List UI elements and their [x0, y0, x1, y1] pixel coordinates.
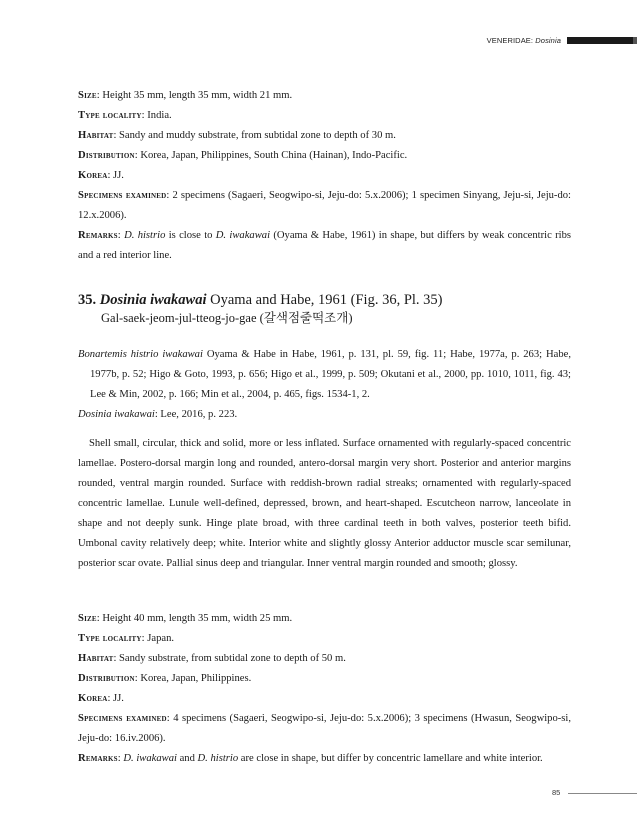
remarks-species-2: D. histrio: [197, 753, 239, 764]
size-value: : Height 35 mm, length 35 mm, width 21 mm.: [96, 90, 293, 101]
species-facts: [78, 609, 571, 769]
synonym-citation: Oyama & Habe in Habe, 1961, p. 131, pl. 59, fig. 11; Habe, 1977a, p. 263; Habe, 1977b, p. 52; Higo & Goto, 1993, p. 656; Higo et al., 1999, p. 509; Okutani et al., 2000, pp. 1010, 1011, fig. 43; Lee & Min, 2002, p. 166; Min et al., 2004, p. 465, figs. 1534-1, 2.: [90, 349, 571, 400]
distribution-label: Distribution: [78, 673, 135, 684]
specimens-value: : 4 specimens (Sagaeri, Seogwipo-si, Jeju-do: 5.x.2006); 3 specimens (Hwasun, Seogwipo-si, Jeju-do: 16.iv.2006).: [78, 713, 571, 744]
distribution-value: : Korea, Japan, Philippines, South China (Hainan), Indo-Pacific.: [134, 150, 408, 161]
size-line: [78, 86, 571, 106]
korea-value: : JJ.: [107, 170, 124, 181]
species-number: 35.: [78, 292, 97, 308]
korea-line: [78, 166, 571, 186]
remarks-label: Remarks: [78, 753, 118, 764]
page-number: 85: [552, 788, 561, 797]
type-locality-label: Type locality: [78, 110, 142, 121]
type-locality-value: : India.: [141, 110, 172, 121]
footer-rule: [568, 793, 637, 794]
distribution-label: Distribution: [78, 150, 135, 161]
size-label: Size: [78, 90, 97, 101]
korean-romanized: Gal-saek-jeom-jul-tteog-jo-gae: [101, 311, 257, 325]
running-head: [487, 34, 637, 46]
distribution-line: [78, 146, 571, 166]
korea-label: Korea: [78, 693, 108, 704]
remarks-tail: (Oyama & Habe, 1961) in shape, but differs by weak concentric ribs and a red interior line.: [78, 230, 572, 261]
remarks-species-1: D. histrio: [124, 230, 166, 241]
size-value: : Height 40 mm, length 35 mm, width 25 mm.: [96, 613, 293, 624]
habitat-line: [78, 126, 571, 146]
species-korean-name: [78, 309, 571, 327]
remarks-species-1: D. iwakawai: [123, 753, 177, 764]
type-locality-line: [78, 106, 571, 126]
habitat-value: : Sandy substrate, from subtidal zone to depth of 50 m.: [113, 653, 346, 664]
species-authority: Oyama and Habe, 1961 (Fig. 36, Pl. 35): [206, 292, 443, 308]
remarks-separator: :: [117, 753, 124, 764]
type-locality-label: Type locality: [78, 633, 142, 644]
korean-hangul: (갈색점줄떡조개): [259, 311, 353, 325]
korea-value: : JJ.: [107, 693, 124, 704]
specimens-line: [78, 709, 571, 749]
habitat-label: Habitat: [78, 130, 114, 141]
running-head-family: VENERIDAE:: [486, 35, 536, 45]
remarks-separator: :: [117, 230, 125, 241]
specimens-value: : 2 specimens (Sagaeri, Seogwipo-si, Jeju-do: 5.x.2006); 1 specimen Sinyang, Jeju-si, Jeju-do: 12.x.2006).: [78, 190, 572, 221]
remarks-middle: and: [176, 753, 198, 764]
description-text: Shell small, circular, thick and solid, more or less inflated. Surface ornamented with regularly-spaced concentric lamellae. Postero-dorsal margin long and rounded, antero-dorsal margin very short. Posterior and anterior margins rounded, ventral margin rounded. Surface with reddish-brown radial streaks; ornamented with regularly-spaced concentric lamellae. Lunule well-defined, depressed, brown, and heart-shaped. Escutcheon narrow, lanceolate in shape and not deeply sunk. Hinge plate broad, with three cardinal teeth in both valves, posterior teeth bifid. Umbonal cavity relatively deep; white. Interior white and slightly glossy Anterior adductor muscle scar semilunar, posterior scar ovate. Pallial sinus deep and triangular. Inner ventral margin rounded and smooth; glossy.: [78, 438, 571, 569]
specimens-label: Specimens examined: [78, 190, 167, 201]
remarks-middle: is close to: [165, 230, 216, 241]
specimens-label: Specimens examined: [78, 713, 167, 724]
specimens-line: [78, 186, 571, 226]
size-label: Size: [78, 613, 97, 624]
synonym-entry: [78, 345, 571, 405]
species-scientific-name: Dosinia iwakawai: [99, 292, 207, 308]
description: [78, 434, 571, 574]
remarks-line: [78, 226, 571, 266]
synonym-name: Dosinia iwakawai: [78, 409, 155, 420]
synonym-name: Bonartemis histrio iwakawai: [78, 349, 203, 360]
korea-label: Korea: [78, 170, 108, 181]
species-title: [78, 291, 571, 309]
running-head-label: [487, 36, 561, 45]
synonym-citation: : Lee, 2016, p. 223.: [154, 409, 238, 420]
remarks-species-2: D. iwakawai: [215, 230, 271, 241]
previous-species-facts: [78, 86, 571, 266]
habitat-label: Habitat: [78, 653, 114, 664]
distribution-line: [78, 669, 571, 689]
habitat-line: [78, 649, 571, 669]
synonym-entry: [78, 405, 571, 425]
type-locality-line: [78, 629, 571, 649]
remarks-label: Remarks: [78, 230, 118, 241]
distribution-value: : Korea, Japan, Philippines.: [134, 673, 252, 684]
running-head-genus: Dosinia: [535, 35, 561, 45]
remarks-tail: are close in shape, but differ by concentric lamellare and white interior.: [238, 753, 543, 764]
type-locality-value: : Japan.: [141, 633, 175, 644]
synonymy: [78, 345, 571, 425]
habitat-value: : Sandy and muddy substrate, from subtidal zone to depth of 30 m.: [113, 130, 396, 141]
species-heading: [78, 291, 571, 327]
remarks-line: [78, 749, 571, 769]
size-line: [78, 609, 571, 629]
korea-line: [78, 689, 571, 709]
running-head-bar: [567, 37, 637, 44]
